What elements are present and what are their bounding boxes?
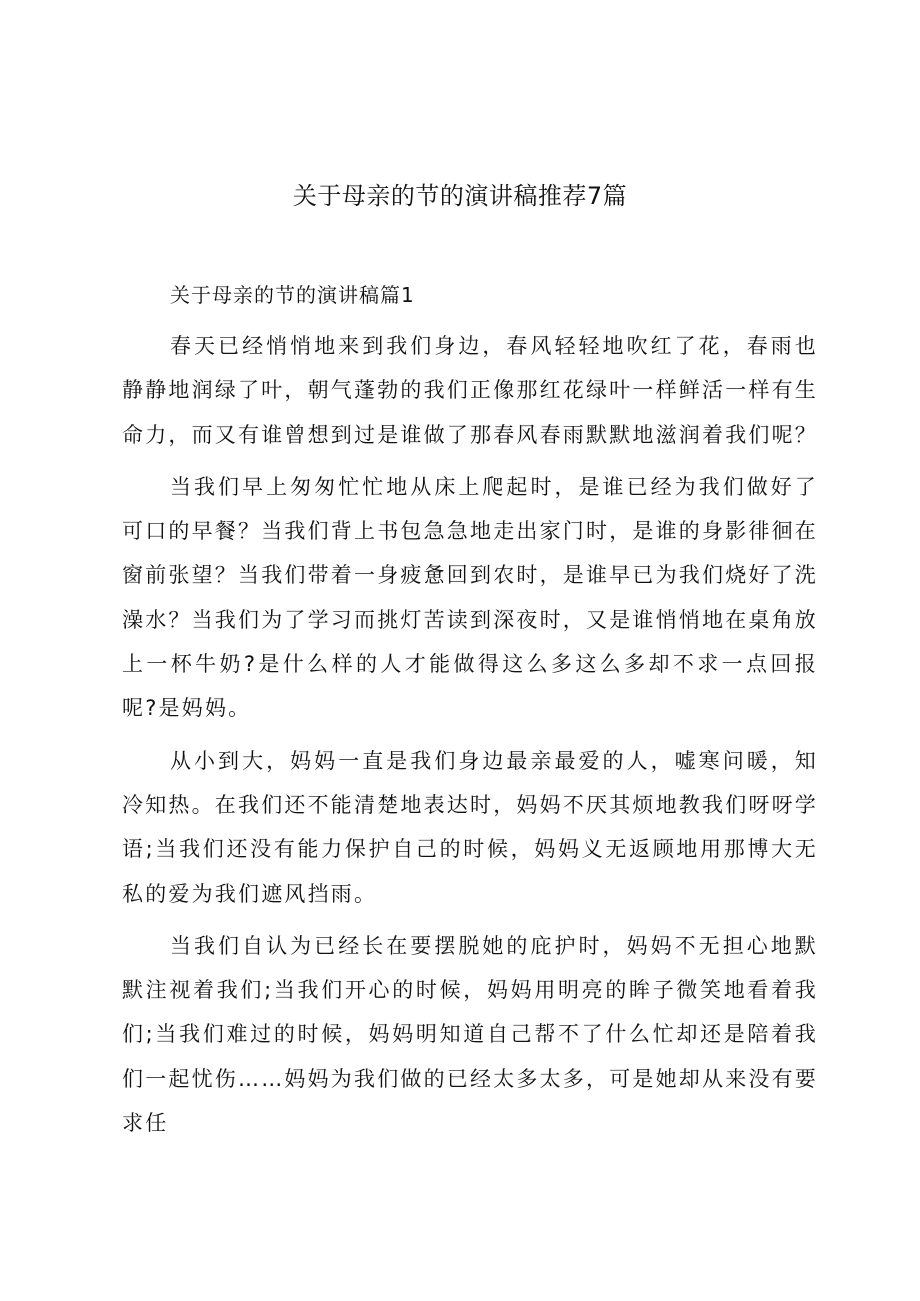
paragraph-3: 从小到大，妈妈一直是我们身边最亲最爱的人，嘘寒问暖，知冷知热。在我们还不能清楚地表达时，妈妈不厌其烦地教我们呀呀学语;当我们还没有能力保护自己的时候，妈妈义无返顾地用那博大无私的爱为我们遮风挡雨。 bbox=[122, 748, 818, 906]
paragraph-2: 当我们早上匆匆忙忙地从床上爬起时，是谁已经为我们做好了可口的早餐？当我们背上书包急急地走出家门时，是谁的身影徘徊在窗前张望？当我们带着一身疲惫回到农时，是谁早已为我们烧好了洗澡水？当我们为了学习而挑灯苦读到深夜时，又是谁悄悄地在桌角放上一杯牛奶?是什么样的人才能做得这么多这么多却不求一点回报呢?是妈妈。 bbox=[122, 474, 818, 721]
section-title: 关于母亲的节的演讲稿篇1 bbox=[170, 283, 415, 307]
document-title: 关于母亲的节的演讲稿推荐7篇 bbox=[292, 182, 628, 210]
paragraph-4: 当我们自认为已经长在要摆脱她的庇护时，妈妈不无担心地默默注视着我们;当我们开心的时候，妈妈用明亮的眸子微笑地看着我们;当我们难过的时候，妈妈明知道自己帮不了什么忙却还是陪着我们一起忧伤……妈妈为我们做的已经太多太多，可是她却从来没有要求任 bbox=[122, 933, 818, 1136]
paragraph-1: 春天已经悄悄地来到我们身边，春风轻轻地吹红了花，春雨也静静地润绿了叶，朝气蓬勃的我们正像那红花绿叶一样鲜活一样有生命力，而又有谁曾想到过是谁做了那春风春雨默默地滋润着我们呢？ bbox=[122, 334, 818, 447]
document-body bbox=[122, 276, 818, 1145]
